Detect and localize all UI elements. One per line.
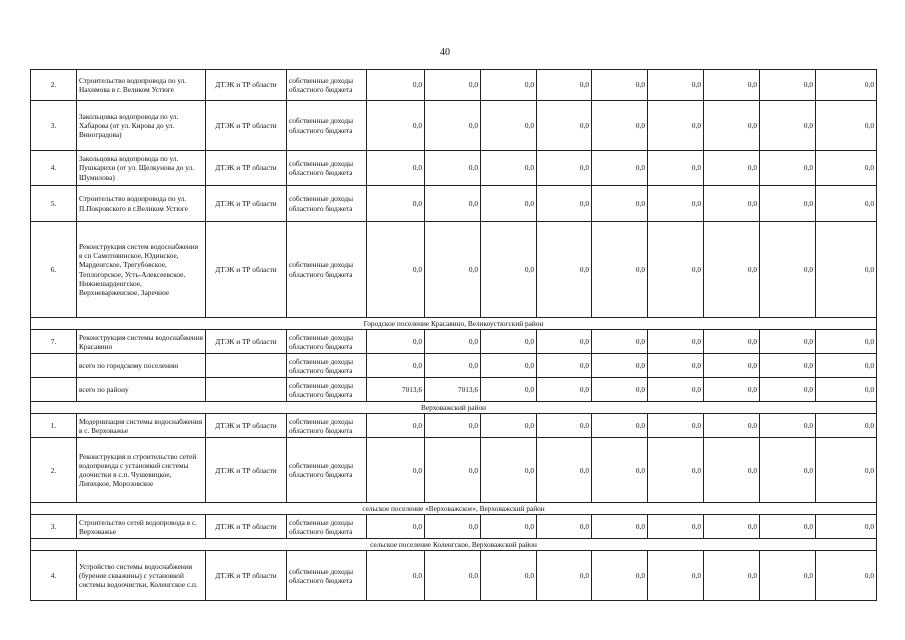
executor: ДТЭК и ТР области: [206, 186, 287, 222]
funding-source: собственные доходы областного бюджета: [287, 438, 367, 503]
amount-cell: 0,0: [481, 438, 537, 503]
amount-cell: 0,0: [592, 378, 648, 402]
amount-cell: 0,0: [481, 551, 537, 601]
funding-source: собственные доходы областного бюджета: [287, 222, 367, 318]
amount-cell: 0,0: [481, 101, 537, 151]
amount-cell: 0,0: [537, 151, 592, 186]
amount-cell: 0,0: [367, 551, 425, 601]
amount-cell: 0,0: [704, 222, 760, 318]
table-row: [31, 551, 877, 601]
row-number: 7.: [31, 330, 77, 354]
executor: [206, 378, 287, 402]
amount-cell: 0,0: [425, 101, 481, 151]
amount-cell: 0,0: [592, 222, 648, 318]
amount-cell: 0,0: [592, 414, 648, 438]
section-row: [31, 503, 877, 515]
measure-name: Закольцовка водопровода по ул. Хабарова (от ул. Кирова до ул. Виноградова): [77, 101, 206, 151]
section-title: сельское поселение «Верховажское», Верховажский район: [31, 503, 877, 515]
amount-cell: 0,0: [367, 414, 425, 438]
amount-cell: 0,0: [816, 101, 877, 151]
measure-name: Реконструкция системы водоснабжения Красавино: [77, 330, 206, 354]
amount-cell: 0,0: [425, 515, 481, 539]
amount-cell: 0,0: [537, 515, 592, 539]
funding-source: собственные доходы областного бюджета: [287, 551, 367, 601]
amount-cell: 0,0: [760, 551, 816, 601]
amount-cell: 0,0: [537, 101, 592, 151]
section-row: [31, 318, 877, 330]
amount-cell: 0,0: [592, 330, 648, 354]
amount-cell: 0,0: [704, 330, 760, 354]
amount-cell: 0,0: [367, 515, 425, 539]
amount-cell: 0,0: [592, 438, 648, 503]
amount-cell: 0,0: [367, 354, 425, 378]
amount-cell: 0,0: [481, 354, 537, 378]
row-number: 2.: [31, 70, 77, 101]
measure-name: Реконструкция и строительство сетей водопровода с установкой системы доочистки в с.п. Чушевицкое, Липецкое, Морозовское: [77, 438, 206, 503]
funding-source: собственные доходы областного бюджета: [287, 70, 367, 101]
executor: ДТЭК и ТР области: [206, 70, 287, 101]
amount-cell: 0,0: [425, 414, 481, 438]
row-number: [31, 378, 77, 402]
table-row: [31, 151, 877, 186]
measure-name: Строительство водопровода по ул. Нахимова в г. Великом Устюге: [77, 70, 206, 101]
section-row: [31, 539, 877, 551]
amount-cell: 0,0: [816, 354, 877, 378]
amount-cell: 0,0: [760, 222, 816, 318]
amount-cell: 0,0: [425, 330, 481, 354]
measure-name: Устройство системы водоснабжения (бурение скважины) с установкой системы водоочистки, Коленгское с.п.: [77, 551, 206, 601]
amount-cell: 0,0: [648, 438, 704, 503]
row-number: 3.: [31, 101, 77, 151]
measure-name: Модернизация системы водоснабжения в с. Верховажье: [77, 414, 206, 438]
amount-cell: 0,0: [367, 438, 425, 503]
amount-cell: 0,0: [816, 151, 877, 186]
row-number: 2.: [31, 438, 77, 503]
amount-cell: 0,0: [537, 551, 592, 601]
executor: ДТЭК и ТР области: [206, 551, 287, 601]
amount-cell: 0,0: [537, 438, 592, 503]
amount-cell: 0,0: [760, 330, 816, 354]
amount-cell: 0,0: [816, 186, 877, 222]
amount-cell: 0,0: [648, 101, 704, 151]
table-row: [31, 186, 877, 222]
amount-cell: 0,0: [425, 222, 481, 318]
amount-cell: 0,0: [704, 378, 760, 402]
amount-cell: 0,0: [760, 438, 816, 503]
program-table: [30, 69, 877, 601]
executor: ДТЭК и ТР области: [206, 515, 287, 539]
amount-cell: 0,0: [704, 101, 760, 151]
amount-cell: 0,0: [592, 354, 648, 378]
executor: ДТЭК и ТР области: [206, 438, 287, 503]
amount-cell: 0,0: [648, 151, 704, 186]
amount-cell: 0,0: [367, 330, 425, 354]
amount-cell: 0,0: [760, 515, 816, 539]
amount-cell: 0,0: [816, 551, 877, 601]
row-number: 4.: [31, 151, 77, 186]
amount-cell: 0,0: [648, 354, 704, 378]
amount-cell: 0,0: [592, 70, 648, 101]
amount-cell: 0,0: [816, 414, 877, 438]
amount-cell: 0,0: [760, 378, 816, 402]
row-number: 5.: [31, 186, 77, 222]
funding-source: собственные доходы областного бюджета: [287, 515, 367, 539]
amount-cell: 0,0: [704, 414, 760, 438]
table-body: [31, 70, 877, 601]
table-row: [31, 101, 877, 151]
funding-source: собственные доходы областного бюджета: [287, 151, 367, 186]
amount-cell: 0,0: [425, 186, 481, 222]
table-row: [31, 414, 877, 438]
measure-name: Строительство сетей водопровода в с. Верховажье: [77, 515, 206, 539]
executor: ДТЭК и ТР области: [206, 414, 287, 438]
amount-cell: 0,0: [760, 414, 816, 438]
amount-cell: 0,0: [760, 70, 816, 101]
amount-cell: 0,0: [648, 414, 704, 438]
section-title: Городское поселение Красавино, Великоустюгский район: [31, 318, 877, 330]
table-row: [31, 354, 877, 378]
section-title: сельское поселение Коленгское, Верховажский район: [31, 539, 877, 551]
amount-cell: 0,0: [537, 222, 592, 318]
amount-cell: 0,0: [760, 101, 816, 151]
amount-cell: 0,0: [425, 438, 481, 503]
amount-cell: 0,0: [367, 186, 425, 222]
amount-cell: 0,0: [367, 151, 425, 186]
measure-name: всего по району: [77, 378, 206, 402]
amount-cell: 0,0: [816, 70, 877, 101]
amount-cell: 0,0: [704, 151, 760, 186]
amount-cell: 0,0: [704, 438, 760, 503]
amount-cell: 0,0: [760, 151, 816, 186]
row-number: 4.: [31, 551, 77, 601]
section-row: [31, 402, 877, 414]
measure-name: Реконструкция систем водоснабжения в сп Самотовинское, Юдинское, Марденгское, Трегубовское, Теплогорское, Усть-Алексеевское, Нижнешарденгское, Верхневарженское, Заречное: [77, 222, 206, 318]
amount-cell: 0,0: [537, 378, 592, 402]
amount-cell: 0,0: [592, 186, 648, 222]
amount-cell: 0,0: [367, 70, 425, 101]
row-number: 1.: [31, 414, 77, 438]
amount-cell: 0,0: [537, 354, 592, 378]
amount-cell: 0,0: [816, 515, 877, 539]
amount-cell: 0,0: [481, 330, 537, 354]
amount-cell: 0,0: [704, 515, 760, 539]
funding-source: собственные доходы областного бюджета: [287, 186, 367, 222]
amount-cell: 0,0: [481, 378, 537, 402]
section-title: Верховажский район: [31, 402, 877, 414]
amount-cell: 0,0: [704, 70, 760, 101]
amount-cell: 0,0: [481, 222, 537, 318]
amount-cell: 0,0: [704, 186, 760, 222]
amount-cell: 0,0: [367, 222, 425, 318]
table-row: [31, 330, 877, 354]
amount-cell: 0,0: [816, 378, 877, 402]
page-number: 40: [440, 47, 450, 58]
amount-cell: 0,0: [537, 70, 592, 101]
amount-cell: 0,0: [648, 222, 704, 318]
table-row: [31, 378, 877, 402]
table-row: [31, 515, 877, 539]
amount-cell: 0,0: [592, 101, 648, 151]
amount-cell: 0,0: [704, 354, 760, 378]
amount-cell: 0,0: [425, 151, 481, 186]
executor: ДТЭК и ТР области: [206, 101, 287, 151]
row-number: 3.: [31, 515, 77, 539]
amount-cell: 0,0: [816, 438, 877, 503]
measure-name: всего по городскому поселению: [77, 354, 206, 378]
amount-cell: 0,0: [592, 151, 648, 186]
amount-cell: 7013,6: [367, 378, 425, 402]
amount-cell: 0,0: [367, 101, 425, 151]
amount-cell: 0,0: [425, 551, 481, 601]
measure-name: Строительство водопровода по ул. П.Покровского в г.Великом Устюге: [77, 186, 206, 222]
amount-cell: 0,0: [481, 151, 537, 186]
amount-cell: 0,0: [704, 551, 760, 601]
amount-cell: 0,0: [760, 186, 816, 222]
amount-cell: 0,0: [648, 551, 704, 601]
amount-cell: 0,0: [648, 70, 704, 101]
funding-source: собственные доходы областного бюджета: [287, 378, 367, 402]
amount-cell: 0,0: [648, 515, 704, 539]
amount-cell: 0,0: [481, 70, 537, 101]
amount-cell: 0,0: [537, 414, 592, 438]
executor: [206, 354, 287, 378]
executor: ДТЭК и ТР области: [206, 222, 287, 318]
amount-cell: 0,0: [425, 354, 481, 378]
amount-cell: 0,0: [481, 414, 537, 438]
funding-source: собственные доходы областного бюджета: [287, 414, 367, 438]
amount-cell: 0,0: [648, 330, 704, 354]
row-number: [31, 354, 77, 378]
table-row: [31, 222, 877, 318]
amount-cell: 0,0: [537, 186, 592, 222]
amount-cell: 0,0: [816, 222, 877, 318]
amount-cell: 7013,6: [425, 378, 481, 402]
funding-source: собственные доходы областного бюджета: [287, 330, 367, 354]
executor: ДТЭК и ТР области: [206, 151, 287, 186]
amount-cell: 0,0: [481, 515, 537, 539]
amount-cell: 0,0: [592, 551, 648, 601]
table-row: [31, 438, 877, 503]
amount-cell: 0,0: [425, 70, 481, 101]
table-row: [31, 70, 877, 101]
executor: ДТЭК и ТР области: [206, 330, 287, 354]
amount-cell: 0,0: [760, 354, 816, 378]
measure-name: Закольцовка водопровода по ул. Пушкарихи (от ул. Щелкунова до ул. Шумилова): [77, 151, 206, 186]
funding-source: собственные доходы областного бюджета: [287, 354, 367, 378]
amount-cell: 0,0: [648, 378, 704, 402]
amount-cell: 0,0: [816, 330, 877, 354]
funding-source: собственные доходы областного бюджета: [287, 101, 367, 151]
row-number: 6.: [31, 222, 77, 318]
amount-cell: 0,0: [592, 515, 648, 539]
amount-cell: 0,0: [481, 186, 537, 222]
amount-cell: 0,0: [537, 330, 592, 354]
amount-cell: 0,0: [648, 186, 704, 222]
